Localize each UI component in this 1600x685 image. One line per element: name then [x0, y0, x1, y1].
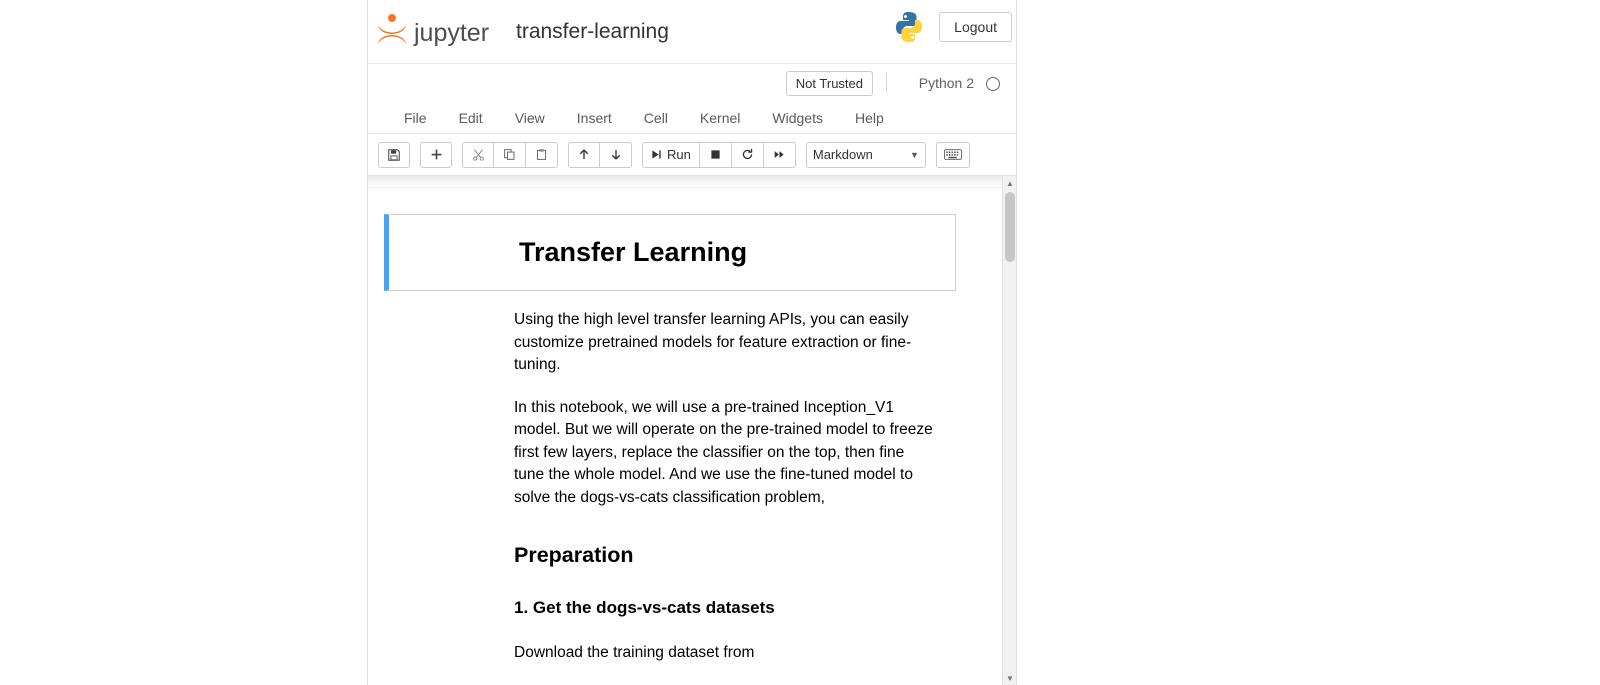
- run-controls-group: [642, 142, 796, 168]
- menu-edit[interactable]: Edit: [458, 109, 483, 126]
- scroll-down-arrow-icon[interactable]: ▼: [1006, 673, 1014, 683]
- scrollbar-thumb[interactable]: [1005, 192, 1015, 262]
- notebook-scroll-area[interactable]: [368, 176, 1016, 685]
- keyboard-group: [936, 142, 970, 168]
- move-group: [568, 142, 632, 168]
- scissors-icon[interactable]: [462, 142, 494, 168]
- copy-icon[interactable]: [494, 142, 526, 168]
- edit-group: [462, 142, 558, 168]
- menu-file[interactable]: File: [404, 109, 427, 126]
- notebook-header: [368, 0, 1016, 64]
- python-logo-icon: [893, 10, 925, 44]
- scroll-up-arrow-icon[interactable]: ▲: [1006, 178, 1014, 188]
- subsection-heading-datasets: 1. Get the dogs-vs-cats datasets: [514, 598, 775, 617]
- section-heading-preparation: Preparation: [514, 543, 634, 567]
- plus-icon[interactable]: [420, 142, 452, 168]
- cell-type-value: Markdown: [812, 147, 873, 162]
- scroll-shadow: [368, 176, 1016, 188]
- svg-text:jupyter: jupyter: [414, 18, 490, 47]
- menu-cell[interactable]: Cell: [643, 109, 668, 126]
- vertical-scrollbar[interactable]: [1002, 176, 1016, 685]
- logout-button[interactable]: Logout: [939, 12, 1012, 42]
- divider: [886, 73, 887, 92]
- markdown-rendered-body: [384, 309, 956, 665]
- cell-type-select[interactable]: [806, 142, 926, 168]
- save-disk-icon[interactable]: [378, 142, 410, 168]
- notebook-cells: [368, 188, 1016, 685]
- arrow-down-icon[interactable]: [600, 142, 632, 168]
- menu-widgets[interactable]: Widgets: [772, 109, 823, 126]
- menu-help[interactable]: Help: [854, 109, 884, 126]
- paragraph-description: In this notebook, we will use a pre-trained Inception_V1 model. But we will operate on the pre-trained model to freeze first few layers, replace the classifier on the top, then fine tune the whole model. And we use the fine-tuned model to solve the dogs-vs-cats classification problem,: [514, 398, 933, 506]
- markdown-cell-body[interactable]: [384, 309, 956, 665]
- notebook-name[interactable]: transfer-learning: [516, 19, 669, 43]
- stop-square-icon[interactable]: [700, 142, 732, 168]
- menu-insert[interactable]: Insert: [576, 109, 612, 126]
- jupyter-notebook-window: [367, 0, 1017, 685]
- insert-cell-group: [420, 142, 452, 168]
- paragraph-download: Download the training dataset from: [514, 644, 755, 661]
- run-play-icon: [651, 149, 662, 160]
- keyboard-icon[interactable]: [936, 142, 970, 168]
- fast-forward-icon[interactable]: [764, 142, 796, 168]
- trust-status-badge[interactable]: Not Trusted: [786, 71, 873, 96]
- markdown-rendered-title: [389, 237, 955, 268]
- kernel-status-bar: [368, 64, 1016, 102]
- save-group: [378, 142, 410, 168]
- page-title: Transfer Learning: [519, 237, 748, 267]
- header-right-controls: [893, 10, 1012, 44]
- run-button[interactable]: [642, 142, 700, 168]
- kernel-idle-circle-icon: [986, 77, 1000, 91]
- paste-icon[interactable]: [526, 142, 558, 168]
- menu-bar: [368, 102, 1016, 134]
- restart-circle-icon[interactable]: [732, 142, 764, 168]
- arrow-up-icon[interactable]: [568, 142, 600, 168]
- chevron-down-icon: ▼: [909, 149, 919, 160]
- menu-kernel[interactable]: Kernel: [699, 109, 741, 126]
- run-label: Run: [667, 147, 691, 162]
- jupyter-logo[interactable]: [374, 11, 496, 53]
- notebook-toolbar: [368, 134, 1016, 176]
- paragraph-intro: Using the high level transfer learning APIs, you can easily customize pretrained models for feature extraction or fine-tuning.: [514, 311, 912, 373]
- kernel-name-label: Python 2: [918, 75, 974, 91]
- menu-view[interactable]: View: [514, 109, 545, 126]
- markdown-cell-title[interactable]: [384, 214, 956, 291]
